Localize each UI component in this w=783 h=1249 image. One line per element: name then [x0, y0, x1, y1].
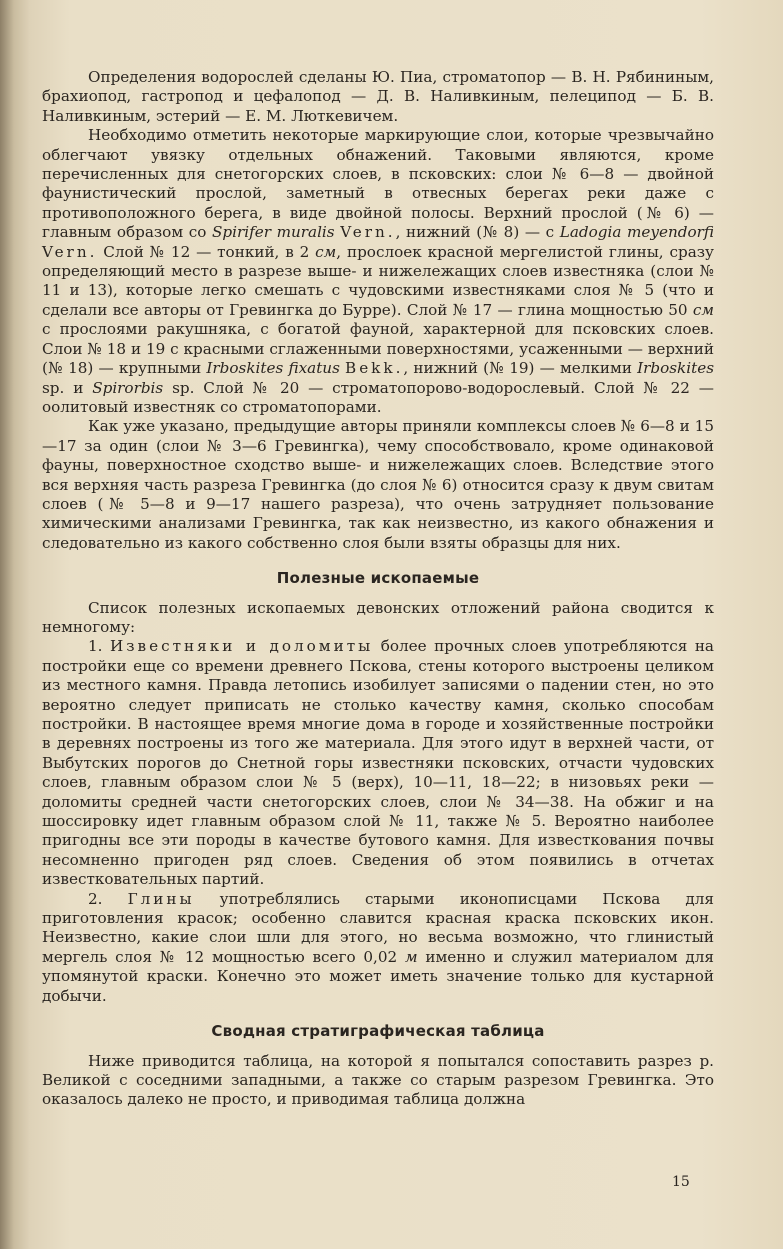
page-number: 15 [672, 1174, 690, 1190]
species-irboskites-fixatus: Irboskites fixatus [206, 359, 340, 378]
paragraph-strat-table: Ниже приводится таблица, на которой я попытался сопоставить разрез р. Великой с соседними западными, а также со старым разрезом Гревингка. Это оказалось далеко не просто, и приводимая таблица должна [42, 1051, 714, 1109]
heading-minerals: Полезные ископаемые [276, 569, 480, 588]
page-text [42, 68, 714, 1110]
paragraph-identifications: Определения водорослей сделаны Ю. Пиа, строматопор — В. Н. Рябининым, брахиопод, гастропод и цефалопод — Д. В. Наливкиным, пелеципод — Б. В. Наливкиным, эстерий — Е. М. Люткевичем. [42, 68, 714, 125]
paragraph-limestones [42, 637, 714, 889]
genus-spirorbis: Spirorbis [92, 378, 164, 397]
unit-cm-2: см [692, 300, 714, 319]
marker-layers-text-3: , прослоек красной мергелистой глины, сразу определяющий место в разрезе выше- и нижележащих слоев известняка (слои № 11 и 13), которые легко смешать с чудовскими известняками слоя № 5 (что и сделали все авторы от Гревингка до Бурре). Слой № 17 — глина мощностью 50 [42, 242, 714, 319]
marker-layers-text-5: , нижний (№ 19) — мелкими [403, 359, 638, 378]
unit-cm-1: см [315, 242, 337, 261]
term-clays: Глины [127, 889, 195, 908]
marker-layers-text-1: , нижний (№ 8) — с [395, 223, 560, 242]
species-spirifer: Spirifer muralis [212, 223, 335, 242]
species-ladogia: Ladogia meyendorfi [559, 223, 715, 242]
paragraph-minerals-intro: Список полезных ископаемых девонских отложений района сводится к немногому: [42, 598, 714, 636]
unit-m: м [404, 947, 418, 966]
author-vern-2: Vern. [42, 242, 98, 261]
paragraph-clays [42, 890, 714, 1006]
marker-layers-intro: Необходимо отметить некоторые маркирующие слои, которые чрезвычайно облегчают увязку отдельных обнажений. Таковыми являются, кроме перечисленных для снетогорских слоев, в псковских: слои № 6—8 — двойной фаунистический прослой, заметный в отвесных берегах реки даже с противоположного берега, в виде двойной полосы. Верхний прослой (№ 6) — главным образом со [42, 126, 714, 242]
genus-irboskites: Irboskites [637, 359, 715, 378]
marker-layers-text-4: с прослоями ракушняка, с богатой фауной, характерной для псковских слоев. Слои № 18 и 19 с красными сглаженными поверхностями, усаженными — верхний (№ 18) — крупными [42, 320, 714, 378]
author-vern-1: Vern. [340, 223, 396, 242]
paragraph-marker-layers [42, 126, 714, 417]
limestones-body: более прочных слоев употребляются на постройки еще со времени древнего Пскова, стены которого выстроены целиком из местного камня. Правда летопись изобилует записями о падении стен, но это вероятно следует приписать не столько качеству камня, сколько способам постройки. В настоящее время многие дома в городе и хозяйственные постройки в деревнях построены из того же материала. Для этого идут в верхней части, от Выбутских порогов до Снетной горы известняки псковских, отчасти чудовских слоев, главным образом слои № 5 (верх), 10—11, 18—22; в низовьях реки — доломиты средней части снетогорских слоев, слои № 34—38. На обжиг и на шоссировку идет главным образом слой № 11, также № 5. Вероятно наиболее пригодны все эти породы в качестве бутового камня. Для известкования почвы несомненно пригоден ряд слоев. Сведения об этом появились в отчетах известковательных партий. [42, 637, 714, 889]
item-number-2: 2. [88, 889, 128, 908]
author-bekk: Bekk. [345, 359, 404, 378]
marker-layers-text-2: Слой № 12 — тонкий, в 2 [97, 242, 316, 261]
heading-strat-table: Сводная стратиграфическая таблица [211, 1022, 545, 1041]
marker-layers-text-6: sp. и [42, 378, 93, 397]
marker-layers-text-7: sp. Слой № 20 — строматопорово-водорослевый. Слой № 22 — оолитовый известняк со строматопорами. [42, 378, 714, 416]
clays-body-2: именно и служил материалом для упомянутой краски. Конечно это может иметь значение только для кустарной добычи. [42, 947, 714, 1005]
clays-body-1: употреблялись старыми иконописцами Пскова для приготовления красок; особенно славится красная краска псковских икон. Неизвестно, какие слои шли для этого, но весьма возможно, что глинистый мергель слоя № 12 мощностью всего 0,02 [42, 889, 714, 966]
term-limestones: Известняки и доломиты [110, 637, 374, 656]
item-number-1: 1. [88, 637, 111, 656]
paragraph-previous-authors: Как уже указано, предыдущие авторы приняли комплексы слоев № 6—8 и 15—17 за один (слои № 3—6 Гревингка), чему способствовало, кроме одинаковой фауны, поверхностное сходство выше- и нижележащих слоев. Вследствие этого вся верхняя часть разреза Гревингка (до слоя № 6) относится сразу к двум свитам слоев (№ 5—8 и 9—17 нашего разреза), что очень затрудняет пользование химическими анализами Гревингка, так как неизвестно, из какого обнажения и следовательно из какого собственно слоя были взяты образцы для них. [42, 417, 714, 552]
